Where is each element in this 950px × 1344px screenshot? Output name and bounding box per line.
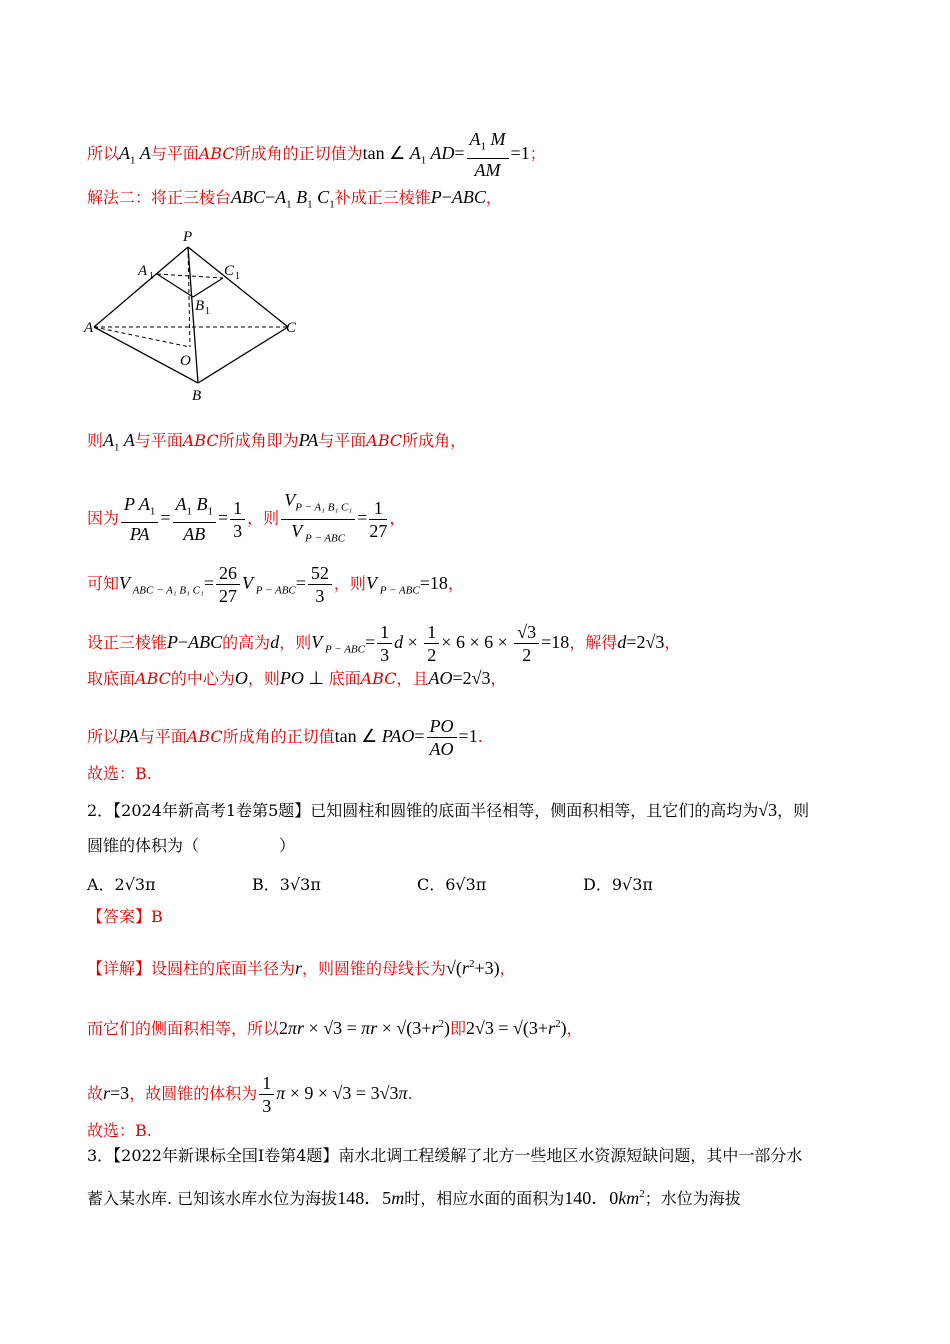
label-B1: B	[195, 298, 205, 314]
choice-a[interactable]: A．2√3π	[87, 875, 156, 894]
edge-C1B1	[193, 278, 223, 297]
question-3-line-2: 蓄入某水库. 已知该水库水位为海拔148．5m时，相应水面的面积为140．$0km^2$；水位为海拔	[87, 1188, 741, 1208]
label-B1-sub: 1	[205, 306, 210, 317]
pyramid-figure	[80, 225, 310, 410]
detail-line-2: 而它们的侧面积相等，所以$2\pi r \times √3 = \pi r \times √(3+r^2)$即$2√3 = √(3+r^2)$，	[87, 1018, 583, 1038]
choice-d[interactable]: D．9√3π	[583, 875, 653, 894]
solution-line-3: 则$A_1$ A与平面ABC所成角即为PA与平面ABC所成角，	[87, 430, 467, 454]
solution-line-1: 所以$A_1$ A与平面ABC所成角的正切值为tan ∠ $A_1$ AD= $\frac{A_1 M}{AM}$ =1；	[87, 129, 546, 180]
solution-line-2: 解法二：将正三棱台$ABC-A_1$ $B_1$ $C_1$补成正三棱锥P−ABC，	[87, 187, 502, 211]
label-C1-sub: 1	[235, 271, 240, 282]
solution-conclusion-1: 故选：B.	[87, 764, 152, 783]
edge-CB	[198, 327, 288, 383]
solution-line-8: 所以PA与平面ABC所成角的正切值tan ∠ PAO= $\frac{PO}{AO}$ =1.	[87, 716, 483, 759]
label-C: C	[286, 320, 297, 336]
label-B: B	[192, 388, 202, 404]
label-A: A	[84, 320, 94, 336]
solution-line-6: 设正三棱锥P−ABC的高为d，则V $_{P - ABC}$= $\frac{1}{3}$ d × $\frac{1}{2}$ × 6 × 6 × $\frac{√3}{2}$ =18，解得d=2√3，	[87, 622, 681, 665]
label-C1: C	[224, 263, 235, 279]
detail-line-3: 故r=3，故圆锥的体积为 $\frac{1}{3}$ π × 9 × √3 = 3√3π.	[87, 1073, 413, 1116]
choice-c[interactable]: C．6√3π	[417, 875, 487, 894]
detail-line-1: 【详解】设圆柱的底面半径为r，则圆锥的母线长为$√(r^2+3)$，	[87, 958, 516, 978]
edge-A1B1	[157, 274, 193, 297]
edge-PA	[94, 247, 188, 327]
label-O: O	[180, 353, 191, 369]
solution-line-5: 可知V $_{ABC - A_1 B_1 C_1}$= $\frac{26}{27}$ V $_{P - ABC}$= $\frac{52}{3}$ ，则V $_{P - ABC}$=18，	[87, 563, 464, 606]
edge-PC	[188, 247, 288, 327]
solution-line-4: 因为 $\frac{P A_1}{PA}$ = $\frac{A_1 B_1}{AB}$ = $\frac{1}{3}$ ，则 $\frac{V_{P - A_1 B_1 C_1}}{V _{P - ABC}}$ = $\frac{1}{27}$ ，	[87, 490, 406, 545]
segment-AO	[94, 327, 190, 347]
label-A1: A	[138, 263, 148, 279]
label-A1-sub: 1	[149, 271, 154, 282]
solution-conclusion-2: 故选：B.	[87, 1121, 152, 1140]
answer-label: 【答案】B	[87, 907, 163, 926]
question-3-line-1: 3．【2022年新课标全国Ⅰ卷第4题】南水北调工程缓解了北方一些地区水资源短缺问题，其中一部分水	[87, 1146, 803, 1165]
choice-b[interactable]: B．3√3π	[252, 875, 321, 894]
question-2-line-2: 圆锥的体积为（ ）	[87, 836, 296, 855]
label-P: P	[183, 229, 193, 245]
solution-line-7: 取底面ABC的中心为O，则PO ⊥ 底面ABC，且AO=2√3，	[87, 668, 507, 688]
question-2-line-1: 2．【2024年新高考1卷第5题】已知圆柱和圆锥的底面半径相等，侧面积相等，且它们的高均为√3，则	[87, 800, 810, 820]
